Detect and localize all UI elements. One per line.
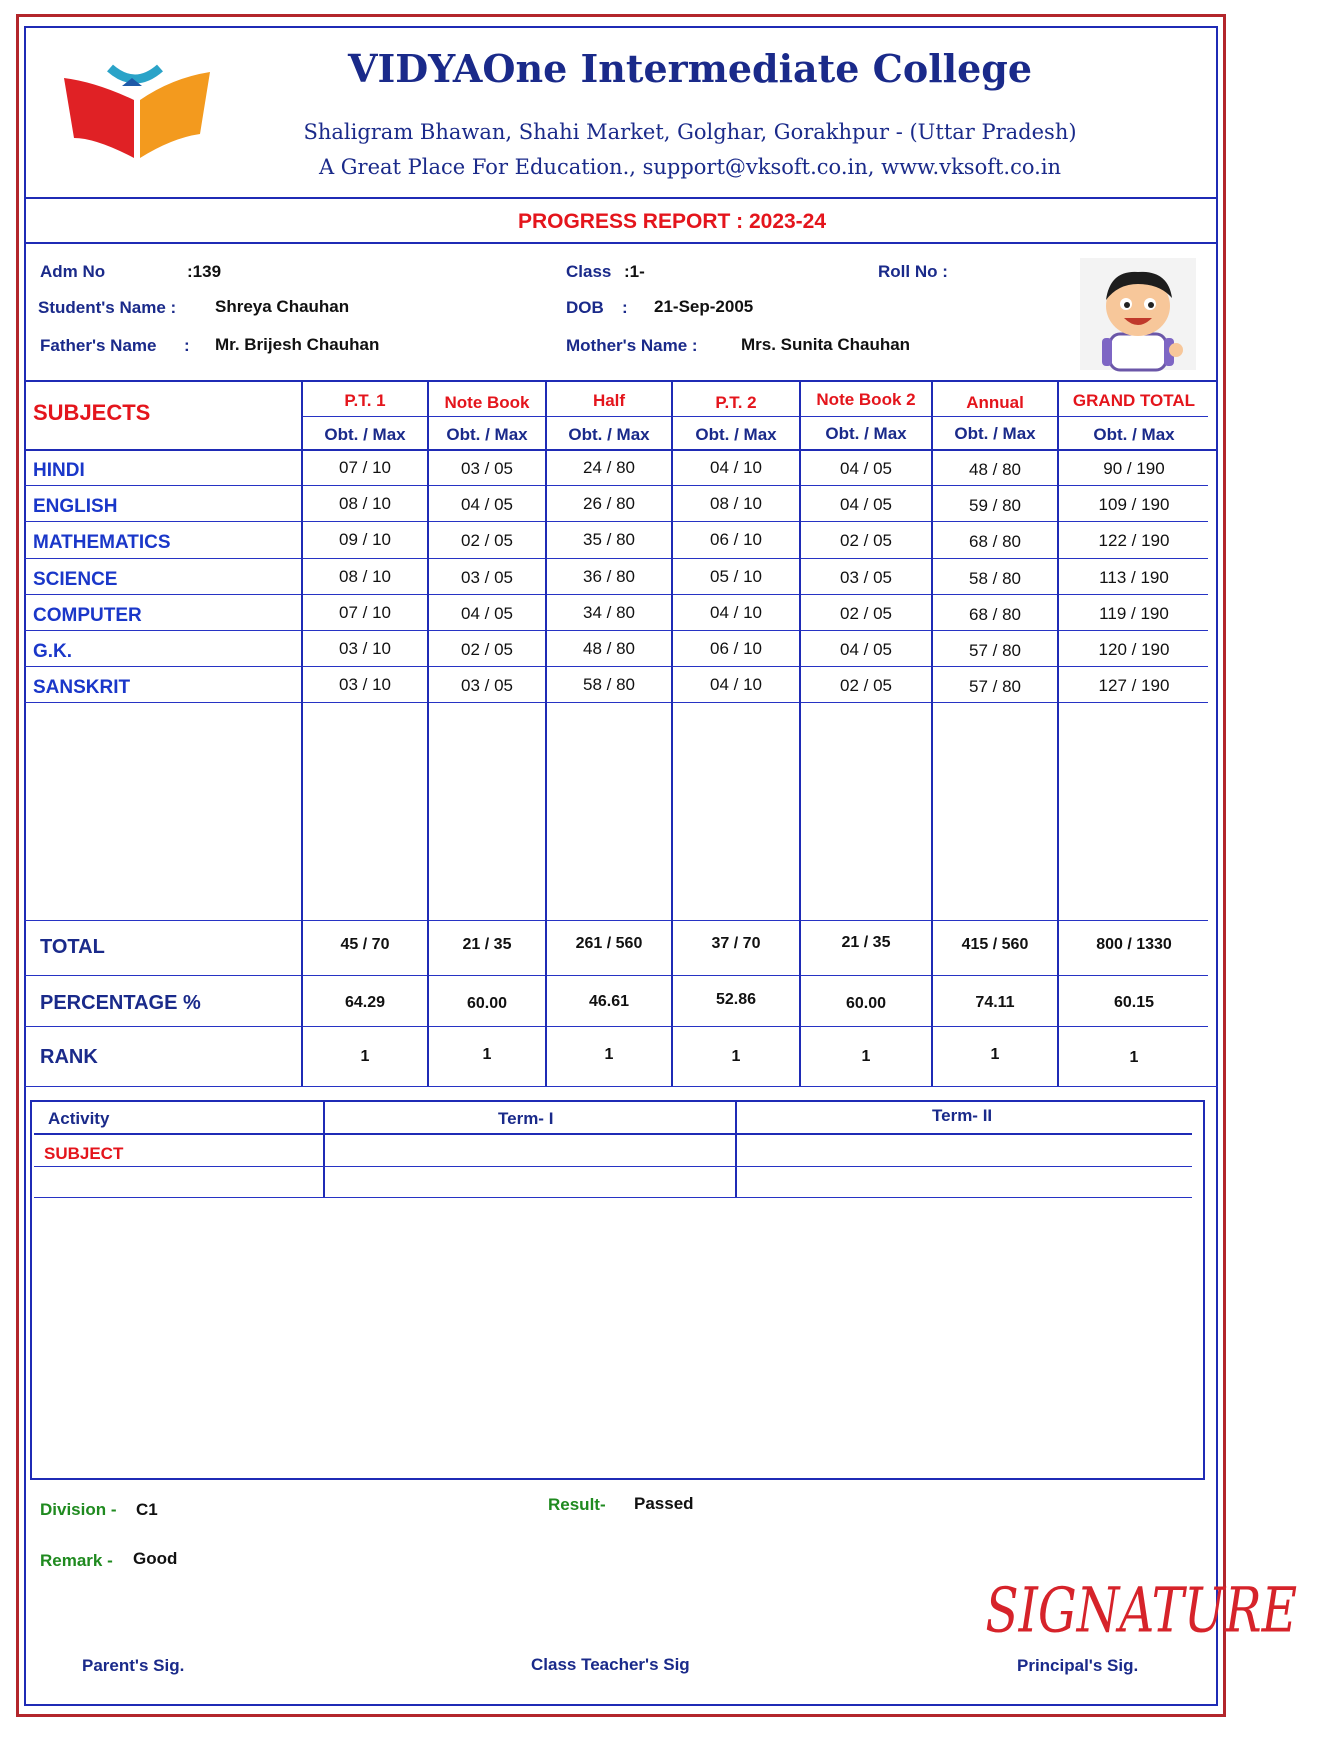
header-bottom bbox=[24, 449, 1218, 451]
percentage-cell: 74.11 bbox=[975, 994, 1015, 1011]
student-name-value: Shreya Chauhan bbox=[215, 297, 350, 316]
mark-cell: 05 / 10 bbox=[710, 567, 762, 586]
mark-cell: 90 / 190 bbox=[1103, 459, 1165, 478]
subject-name: COMPUTER bbox=[33, 605, 142, 626]
mark-cell: 24 / 80 bbox=[583, 458, 635, 477]
mark-cell: 04 / 10 bbox=[710, 458, 762, 477]
mark-cell: 109 / 190 bbox=[1098, 495, 1170, 514]
svg-text:SIGNATURE: SIGNATURE bbox=[985, 1574, 1298, 1647]
mark-cell: 122 / 190 bbox=[1098, 531, 1170, 550]
total-cell: 37 / 70 bbox=[711, 935, 761, 952]
result-value: Passed bbox=[634, 1494, 694, 1513]
mark-cell: 57 / 80 bbox=[969, 641, 1021, 660]
mark-cell: 03 / 10 bbox=[339, 639, 391, 658]
col-sub-notebook2: Obt. / Max bbox=[825, 424, 907, 443]
col-divider bbox=[301, 380, 303, 1086]
total-label: TOTAL bbox=[40, 936, 105, 958]
col-sub-pt2: Obt. / Max bbox=[695, 425, 777, 444]
activity-col-divider bbox=[735, 1100, 737, 1198]
mark-cell: 02 / 05 bbox=[461, 640, 513, 659]
class-label: Class bbox=[566, 262, 612, 281]
activity-row-divider bbox=[34, 1197, 1192, 1198]
mark-cell: 04 / 05 bbox=[840, 495, 892, 514]
adm-no-value: :139 bbox=[187, 262, 222, 281]
row-divider bbox=[24, 630, 1208, 631]
rank-cell: 1 bbox=[1129, 1049, 1139, 1066]
mark-cell: 120 / 190 bbox=[1098, 640, 1170, 659]
subject-name: HINDI bbox=[33, 460, 85, 481]
subject-name: MATHEMATICS bbox=[33, 532, 171, 553]
percentage-label: PERCENTAGE % bbox=[40, 992, 201, 1014]
mark-cell: 02 / 05 bbox=[461, 531, 513, 550]
mark-cell: 58 / 80 bbox=[583, 675, 635, 694]
subject-name: ENGLISH bbox=[33, 496, 118, 517]
col-sub-notebook: Obt. / Max bbox=[446, 425, 528, 444]
col-sub-grand-total: Obt. / Max bbox=[1093, 425, 1175, 444]
col-head-pt2: P.T. 2 bbox=[715, 393, 757, 412]
remark-label: Remark - bbox=[40, 1551, 113, 1570]
col-head-notebook: Note Book bbox=[444, 393, 530, 412]
mark-cell: 03 / 10 bbox=[339, 675, 391, 694]
row-divider bbox=[24, 485, 1208, 486]
dob-colon: : bbox=[622, 298, 628, 317]
col-divider bbox=[799, 380, 801, 1086]
mark-cell: 119 / 190 bbox=[1099, 604, 1169, 623]
principal-signature-image bbox=[980, 1560, 1298, 1647]
mark-cell: 04 / 05 bbox=[840, 459, 892, 478]
mark-cell: 04 / 05 bbox=[840, 640, 892, 659]
school-name: VIDYAOne Intermediate College bbox=[347, 46, 1033, 91]
mark-cell: 06 / 10 bbox=[710, 530, 762, 549]
mark-cell: 04 / 05 bbox=[461, 604, 513, 623]
title-divider bbox=[24, 242, 1218, 244]
col-sub-annual: Obt. / Max bbox=[954, 424, 1036, 443]
col-sub-half: Obt. / Max bbox=[568, 425, 650, 444]
division-label: Division - bbox=[40, 1500, 117, 1519]
mark-cell: 03 / 05 bbox=[461, 568, 513, 587]
remark-value: Good bbox=[133, 1549, 178, 1568]
col-divider bbox=[931, 380, 933, 1086]
rank-label: RANK bbox=[40, 1046, 98, 1068]
mark-cell: 03 / 05 bbox=[840, 568, 892, 587]
mark-cell: 68 / 80 bbox=[969, 532, 1021, 551]
mark-cell: 48 / 80 bbox=[583, 639, 635, 658]
rank-cell: 1 bbox=[861, 1048, 871, 1065]
mark-cell: 04 / 10 bbox=[710, 603, 762, 622]
col-divider bbox=[671, 380, 673, 1086]
adm-no-label: Adm No bbox=[40, 262, 106, 281]
table-bottom bbox=[24, 1086, 1218, 1087]
class-teacher-signature-label: Class Teacher's Sig bbox=[531, 1655, 690, 1674]
mark-cell: 02 / 05 bbox=[840, 676, 892, 695]
mark-cell: 02 / 05 bbox=[840, 604, 892, 623]
percentage-cell: 46.61 bbox=[588, 993, 630, 1010]
mark-cell: 58 / 80 bbox=[969, 569, 1021, 588]
mother-name-label: Mother's Name : bbox=[566, 336, 698, 355]
activity-header-divider bbox=[34, 1133, 1192, 1135]
subject-name: SCIENCE bbox=[33, 569, 118, 590]
mark-cell: 06 / 10 bbox=[710, 639, 762, 658]
col-sub-pt1: Obt. / Max bbox=[324, 425, 406, 444]
col-head-half: Half bbox=[592, 391, 626, 410]
row-divider bbox=[24, 702, 1208, 703]
activity-col-divider bbox=[323, 1100, 325, 1198]
mark-cell: 09 / 10 bbox=[339, 530, 391, 549]
dob-value: 21-Sep-2005 bbox=[654, 297, 754, 316]
col-divider bbox=[1057, 380, 1059, 1086]
percentage-cell: 60.00 bbox=[845, 995, 887, 1012]
father-name-colon: : bbox=[184, 336, 190, 355]
total-cell: 21 / 35 bbox=[462, 936, 512, 953]
mother-name-value: Mrs. Sunita Chauhan bbox=[741, 335, 911, 354]
col-head-annual: Annual bbox=[966, 393, 1024, 412]
header-divider bbox=[24, 197, 1218, 199]
school-tagline: A Great Place For Education., support@vksoft.co.in, www.vksoft.co.in bbox=[318, 155, 1062, 179]
mark-cell: 02 / 05 bbox=[840, 531, 892, 550]
principal-signature-label: Principal's Sig. bbox=[1017, 1656, 1139, 1675]
mark-cell: 07 / 10 bbox=[339, 458, 391, 477]
rank-cell: 1 bbox=[731, 1048, 741, 1065]
percentage-cell: 60.00 bbox=[466, 995, 508, 1012]
col-head-grand-total: GRAND TOTAL bbox=[1072, 391, 1196, 410]
report-title: PROGRESS REPORT : 2023-24 bbox=[517, 210, 827, 233]
school-logo bbox=[60, 58, 220, 162]
rank-cell: 1 bbox=[360, 1048, 370, 1065]
total-top bbox=[24, 920, 1208, 921]
total-cell: 21 / 35 bbox=[841, 934, 891, 951]
subject-name: G.K. bbox=[33, 641, 73, 662]
total-cell: 45 / 70 bbox=[340, 936, 390, 953]
activity-subject-label: SUBJECT bbox=[44, 1144, 124, 1163]
mark-cell: 127 / 190 bbox=[1098, 676, 1170, 695]
mark-cell: 36 / 80 bbox=[583, 567, 635, 586]
rank-cell: 1 bbox=[482, 1046, 492, 1063]
subjects-heading: SUBJECTS bbox=[33, 400, 151, 425]
table-top bbox=[24, 380, 1218, 382]
mark-cell: 03 / 05 bbox=[461, 676, 513, 695]
col-head-pt1: P.T. 1 bbox=[344, 391, 386, 410]
total-cell: 800 / 1330 bbox=[1096, 936, 1172, 953]
col-divider bbox=[545, 380, 547, 1086]
result-label: Result- bbox=[548, 1495, 606, 1514]
row-divider bbox=[24, 521, 1208, 522]
mark-cell: 08 / 10 bbox=[710, 494, 762, 513]
mark-cell: 04 / 05 bbox=[461, 495, 513, 514]
percentage-bottom bbox=[24, 1026, 1208, 1027]
parent-signature-label: Parent's Sig. bbox=[82, 1656, 185, 1675]
dob-label: DOB bbox=[566, 298, 604, 317]
mark-cell: 113 / 190 bbox=[1099, 568, 1169, 587]
mark-cell: 07 / 10 bbox=[339, 603, 391, 622]
percentage-cell: 60.15 bbox=[1113, 994, 1155, 1011]
row-divider bbox=[24, 594, 1208, 595]
mark-cell: 48 / 80 bbox=[969, 460, 1021, 479]
total-bottom bbox=[24, 975, 1208, 976]
term2-label: Term- II bbox=[932, 1106, 993, 1125]
mark-cell: 35 / 80 bbox=[583, 530, 635, 549]
term1-label: Term- I bbox=[498, 1109, 554, 1128]
division-value: C1 bbox=[136, 1500, 158, 1519]
student-photo bbox=[1080, 258, 1196, 370]
student-name-label: Student's Name : bbox=[38, 298, 177, 317]
mark-cell: 03 / 05 bbox=[461, 459, 513, 478]
mark-cell: 34 / 80 bbox=[583, 603, 635, 622]
rank-cell: 1 bbox=[990, 1046, 1000, 1063]
roll-no-label: Roll No : bbox=[878, 262, 948, 281]
father-name-label: Father's Name bbox=[40, 336, 157, 355]
col-head-notebook2: Note Book 2 bbox=[816, 390, 916, 409]
rank-cell: 1 bbox=[604, 1046, 614, 1063]
activity-row-divider bbox=[34, 1166, 1192, 1167]
subject-name: SANSKRIT bbox=[33, 677, 131, 698]
col-divider bbox=[427, 380, 429, 1086]
mark-cell: 68 / 80 bbox=[969, 605, 1021, 624]
total-cell: 261 / 560 bbox=[575, 935, 643, 952]
mark-cell: 04 / 10 bbox=[710, 675, 762, 694]
mark-cell: 57 / 80 bbox=[969, 677, 1021, 696]
mark-cell: 08 / 10 bbox=[339, 567, 391, 586]
mark-cell: 26 / 80 bbox=[583, 494, 635, 513]
class-value: :1- bbox=[624, 262, 645, 281]
father-name-value: Mr. Brijesh Chauhan bbox=[215, 335, 380, 354]
activity-label: Activity bbox=[48, 1109, 110, 1128]
activity-box bbox=[30, 1100, 1205, 1480]
percentage-cell: 64.29 bbox=[344, 994, 386, 1011]
row-divider bbox=[24, 666, 1208, 667]
header-sub-divider bbox=[302, 416, 1208, 417]
percentage-cell: 52.86 bbox=[715, 991, 757, 1008]
mark-cell: 59 / 80 bbox=[969, 496, 1021, 515]
mark-cell: 08 / 10 bbox=[339, 494, 391, 513]
school-address: Shaligram Bhawan, Shahi Market, Golghar, Gorakhpur - (Uttar Pradesh) bbox=[303, 120, 1077, 144]
total-cell: 415 / 560 bbox=[961, 936, 1029, 953]
row-divider bbox=[24, 558, 1208, 559]
